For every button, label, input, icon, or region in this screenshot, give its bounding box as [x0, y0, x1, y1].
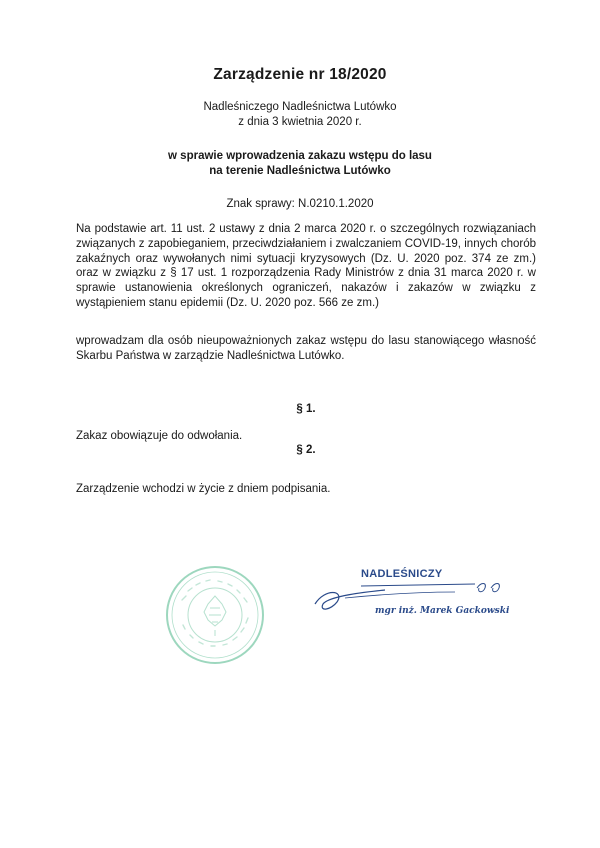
signature-title: NADLEŚNICZY — [361, 568, 443, 580]
section-1-text: Zakaz obowiązuje do odwołania. — [76, 430, 243, 442]
section-1-mark: § 1. — [296, 403, 316, 415]
signature-block — [305, 568, 535, 628]
subject-line-2: na terenie Nadleśnictwa Lutówko — [209, 165, 391, 177]
subject-line-1: w sprawie wprowadzenia zakazu wstępu do lasu — [168, 150, 432, 162]
case-reference: Znak sprawy: N.0210.1.2020 — [226, 198, 374, 210]
legal-basis-part-2: § 17 ust. 1 rozporządzenia Rady Ministrów — [170, 267, 394, 280]
subject-block — [0, 149, 600, 179]
legal-basis-paragraph — [76, 222, 536, 311]
section-2-text: Zarządzenie wchodzi w życie z dniem podpisania. — [76, 483, 331, 495]
signature-name: mgr inż. Marek Gackowski — [375, 606, 510, 616]
issuer-name: Nadleśniczego Nadleśnictwa Lutówko — [203, 101, 397, 113]
legal-basis-part-3: z dnia 31 marca 2020 r. w sprawie ustanowienia określonych ograniczeń, nakazów i zakazów w związku z wystąpieniem stanu epidemii (Dz. U. 2020 poz. 566 ze zm.) — [76, 267, 536, 309]
issuer-block — [0, 100, 600, 130]
section-2-mark: § 2. — [296, 444, 316, 456]
issue-date: z dnia 3 kwietnia 2020 r. — [238, 116, 362, 128]
legal-basis-part-1: Na podstawie art. 11 ust. 2 ustawy z dnia 2 marca 2020 r. o szczególnych rozwiązaniach związanych z zapobieganiem, przeciwdziałaniem i zwalczaniem COVID-19, innych chorób zakaźnych oraz wywołanych nimi sytuacji kryzysowych (Dz. U. 2020 poz. 374 ze zm.) oraz w związku z — [76, 223, 536, 280]
official-stamp-icon — [160, 560, 270, 670]
document-title: Zarządzenie nr 18/2020 — [213, 66, 387, 83]
decision-paragraph: wprowadzam dla osób nieupoważnionych zakaz wstępu do lasu stanowiącego własność Skarbu Państwa w zarządzie Nadleśnictwa Lutówko. — [76, 335, 536, 362]
